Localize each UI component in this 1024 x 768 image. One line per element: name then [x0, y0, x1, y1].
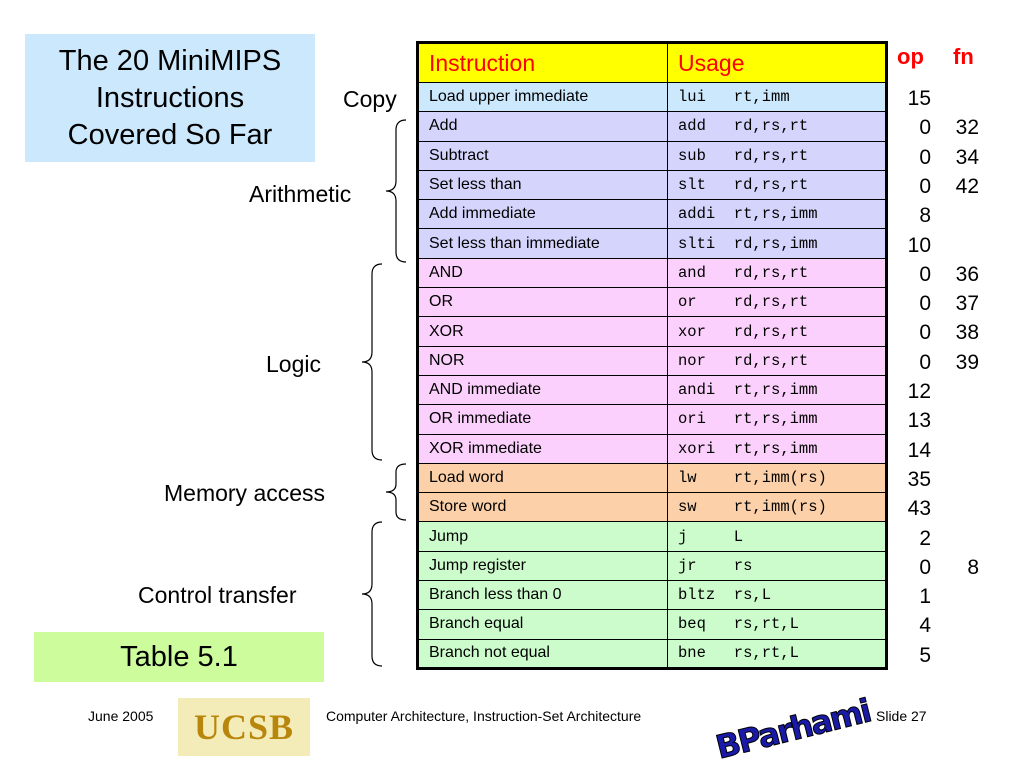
- instruction-name-cell: AND: [418, 258, 668, 287]
- op-value: 35: [907, 467, 931, 491]
- op-value: 43: [907, 497, 931, 521]
- opfn-row: [895, 553, 985, 582]
- op-value: 0: [919, 292, 931, 316]
- fn-value: 34: [955, 145, 979, 169]
- fn-value: 8: [967, 555, 979, 579]
- svg-text:BParhami: BParhami: [711, 691, 874, 767]
- group-label-copy: Copy: [343, 86, 397, 112]
- table-row: [418, 463, 887, 492]
- opfn-row: [895, 406, 985, 435]
- instruction-name-cell: Set less than: [418, 170, 668, 199]
- op-value: 4: [919, 614, 931, 638]
- opfn-row: [895, 377, 985, 406]
- opfn-row: [895, 348, 985, 377]
- table-row: [418, 112, 887, 141]
- opfn-row: [895, 436, 985, 465]
- fn-value: 37: [955, 292, 979, 316]
- usage-cell: bne rs,rt,L: [668, 639, 887, 668]
- instruction-table-body: [418, 83, 887, 669]
- op-value: 2: [919, 526, 931, 550]
- group-label-logic: Logic: [266, 351, 321, 377]
- usage-cell: sub rd,rs,rt: [668, 141, 887, 170]
- instruction-table: [416, 41, 888, 670]
- instruction-name-cell: OR: [418, 288, 668, 317]
- usage-cell: sw rt,imm(rs): [668, 493, 887, 522]
- table-row: [418, 229, 887, 258]
- fn-value: 38: [955, 321, 979, 345]
- opfn-row: [895, 260, 985, 289]
- slide-title: [25, 34, 315, 162]
- header-instruction: Instruction: [418, 43, 668, 83]
- table-row: [418, 551, 887, 580]
- opfn-row: [895, 113, 985, 142]
- table-row: [418, 405, 887, 434]
- arithmetic-brace: [380, 118, 410, 264]
- instruction-name-cell: Branch equal: [418, 610, 668, 639]
- table-row: [418, 170, 887, 199]
- table-row: [418, 200, 887, 229]
- fn-value: 39: [955, 350, 979, 374]
- header-op: op: [897, 44, 924, 69]
- group-label-arithmetic: Arithmetic: [249, 181, 352, 207]
- table-caption: Table 5.1: [34, 632, 324, 682]
- instruction-name-cell: XOR: [418, 317, 668, 346]
- instruction-name-cell: Add immediate: [418, 200, 668, 229]
- header-fn: fn: [953, 44, 974, 69]
- opfn-row: [895, 172, 985, 201]
- op-value: 0: [919, 145, 931, 169]
- opfn-row: [895, 465, 985, 494]
- table-row: [418, 288, 887, 317]
- opfn-row: [895, 231, 985, 260]
- table-row: [418, 258, 887, 287]
- op-value: 0: [919, 350, 931, 374]
- op-value: 1: [919, 585, 931, 609]
- opfn-row: [895, 611, 985, 640]
- instruction-name-cell: Load word: [418, 463, 668, 492]
- table-row: [418, 346, 887, 375]
- op-value: 0: [919, 555, 931, 579]
- usage-cell: jr rs: [668, 551, 887, 580]
- instruction-name-cell: XOR immediate: [418, 434, 668, 463]
- opfn-row: [895, 494, 985, 523]
- table-header-row: [418, 43, 887, 83]
- fn-value: 36: [955, 262, 979, 286]
- op-value: 0: [919, 262, 931, 286]
- instruction-name-cell: Jump register: [418, 551, 668, 580]
- table-row: [418, 317, 887, 346]
- table-row: [418, 522, 887, 551]
- usage-cell: or rd,rs,rt: [668, 288, 887, 317]
- table-row: [418, 610, 887, 639]
- table-row: [418, 581, 887, 610]
- instruction-name-cell: Subtract: [418, 141, 668, 170]
- footer-slide-number: Slide 27: [876, 708, 927, 724]
- instruction-name-cell: Load upper immediate: [418, 83, 668, 112]
- usage-cell: bltz rs,L: [668, 581, 887, 610]
- usage-cell: ori rt,rs,imm: [668, 405, 887, 434]
- opfn-row: [895, 289, 985, 318]
- title-line-1: The 20 MiniMIPS: [58, 44, 282, 77]
- table-row: [418, 434, 887, 463]
- instruction-name-cell: Add: [418, 112, 668, 141]
- instruction-name-cell: OR immediate: [418, 405, 668, 434]
- usage-cell: and rd,rs,rt: [668, 258, 887, 287]
- usage-cell: nor rd,rs,rt: [668, 346, 887, 375]
- usage-cell: andi rt,rs,imm: [668, 375, 887, 404]
- op-value: 0: [919, 174, 931, 198]
- table-row: [418, 639, 887, 668]
- table-row: [418, 493, 887, 522]
- instruction-name-cell: Set less than immediate: [418, 229, 668, 258]
- table-row: [418, 141, 887, 170]
- ucsb-logo: [178, 698, 310, 756]
- usage-cell: j L: [668, 522, 887, 551]
- ucsb-logo-text: UCSB: [193, 707, 295, 747]
- memory-brace: [380, 462, 410, 522]
- opfn-row: [895, 143, 985, 172]
- table-row: [418, 375, 887, 404]
- opfn-row: [895, 84, 985, 113]
- instruction-name-cell: Jump: [418, 522, 668, 551]
- op-value: 0: [919, 116, 931, 140]
- opfn-row: [895, 318, 985, 347]
- control-brace: [356, 520, 386, 668]
- op-value: 5: [919, 643, 931, 667]
- op-value: 10: [907, 233, 931, 257]
- instruction-name-cell: Store word: [418, 493, 668, 522]
- op-value: 15: [907, 87, 931, 110]
- fn-value: 32: [955, 116, 979, 140]
- op-value: 8: [919, 204, 931, 228]
- title-line-2: Instructions: [95, 81, 245, 114]
- author-signature-logo: [711, 690, 874, 767]
- instruction-name-cell: AND immediate: [418, 375, 668, 404]
- logic-brace: [356, 262, 386, 462]
- footer-date: June 2005: [88, 708, 154, 724]
- usage-cell: beq rs,rt,L: [668, 610, 887, 639]
- usage-cell: slt rd,rs,rt: [668, 170, 887, 199]
- group-label-control: Control transfer: [138, 582, 297, 608]
- instruction-name-cell: NOR: [418, 346, 668, 375]
- usage-cell: slti rd,rs,imm: [668, 229, 887, 258]
- title-line-3: Covered So Far: [67, 118, 273, 151]
- usage-cell: lui rt,imm: [668, 83, 887, 112]
- header-usage: Usage: [668, 43, 887, 83]
- opfn-row: [895, 641, 985, 670]
- op-value: 0: [919, 321, 931, 345]
- group-label-memory: Memory access: [164, 480, 326, 506]
- usage-cell: xor rd,rs,rt: [668, 317, 887, 346]
- fn-value: 42: [955, 174, 979, 198]
- instruction-name-cell: Branch less than 0: [418, 581, 668, 610]
- usage-cell: addi rt,rs,imm: [668, 200, 887, 229]
- op-value: 12: [907, 380, 931, 403]
- footer-course: Computer Architecture, Instruction-Set Architecture: [326, 708, 642, 724]
- op-value: 13: [907, 409, 931, 433]
- usage-cell: add rd,rs,rt: [668, 112, 887, 141]
- table-row: [418, 83, 887, 112]
- instruction-name-cell: Branch not equal: [418, 639, 668, 668]
- usage-cell: lw rt,imm(rs): [668, 463, 887, 492]
- opfn-row: [895, 201, 985, 230]
- opfn-row: [895, 582, 985, 611]
- usage-cell: xori rt,rs,imm: [668, 434, 887, 463]
- opfn-row: [895, 524, 985, 553]
- op-value: 14: [907, 438, 931, 462]
